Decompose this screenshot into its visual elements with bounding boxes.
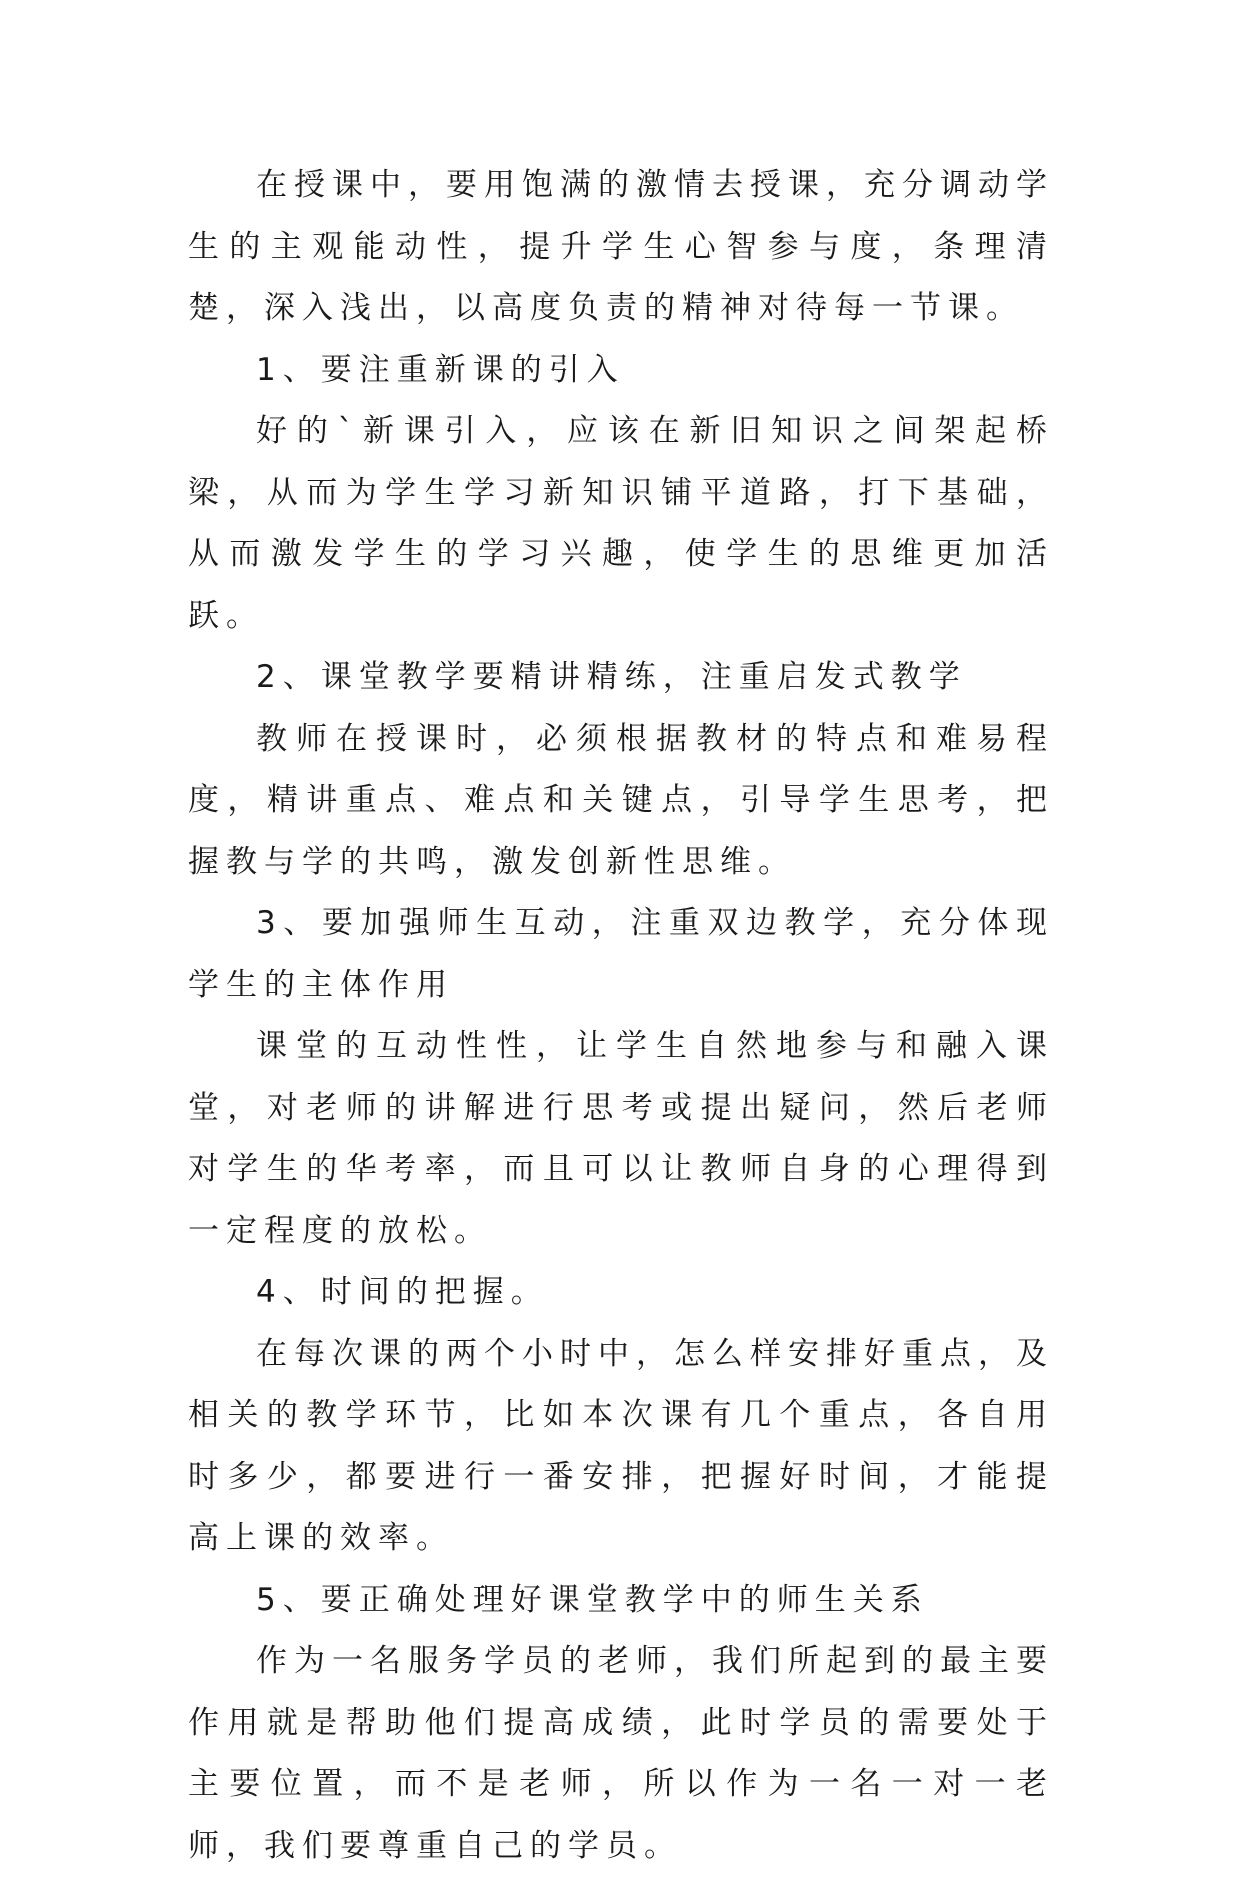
heading-5-teacher-student-relationship: 5、要正确处理好课堂教学中的师生关系 xyxy=(256,1581,929,1618)
heading-4-time-management: 4、时间的把握。 xyxy=(256,1274,549,1310)
heading-2-refined-teaching: 2、课堂教学要精讲精练，注重启发式教学 xyxy=(256,659,967,695)
paragraph-intro: 在授课中，要用饱满的激情去授课，充分调动学生的主观能动性，提升学生心智参与度，条理清楚，深入浅出，以高度负责的精神对待每一节课。 xyxy=(188,167,1054,326)
paragraph-teacher-student-interaction: 课堂的互动性性，让学生自然地参与和融入课堂，对老师的讲解进行思考或提出疑问，然后老师对学生的华考率，而且可以让教师自身的心理得到一定程度的放松。 xyxy=(188,1028,1054,1249)
paragraph-teacher-student-relationship: 作为一名服务学员的老师，我们所起到的最主要作用就是帮助他们提高成绩，此时学员的需要处于主要位置，而不是老师，所以作为一名一对一老师，我们要尊重自己的学员。 xyxy=(188,1643,1054,1864)
paragraph-refined-teaching: 教师在授课时，必须根据教材的特点和难易程度，精讲重点、难点和关键点，引导学生思考，把握教与学的共鸣，激发创新性思维。 xyxy=(188,720,1054,880)
heading-1-new-lesson-intro: 1、要注重新课的引入 xyxy=(256,351,625,388)
document-body xyxy=(188,155,1054,1877)
paragraph-time-management: 在每次课的两个小时中，怎么样安排好重点，及相关的教学环节，比如本次课有几个重点，各自用时多少，都要进行一番安排，把握好时间，才能提高上课的效率。 xyxy=(188,1335,1054,1556)
paragraph-new-lesson-intro: 好的`新课引入，应该在新旧知识之间架起桥梁，从而为学生学习新知识铺平道路，打下基础，从而激发学生的学习兴趣，使学生的思维更加活跃。 xyxy=(188,413,1054,634)
heading-3-teacher-student-interaction: 3、要加强师生互动，注重双边教学，充分体现学生的主体作用 xyxy=(188,905,1054,1003)
